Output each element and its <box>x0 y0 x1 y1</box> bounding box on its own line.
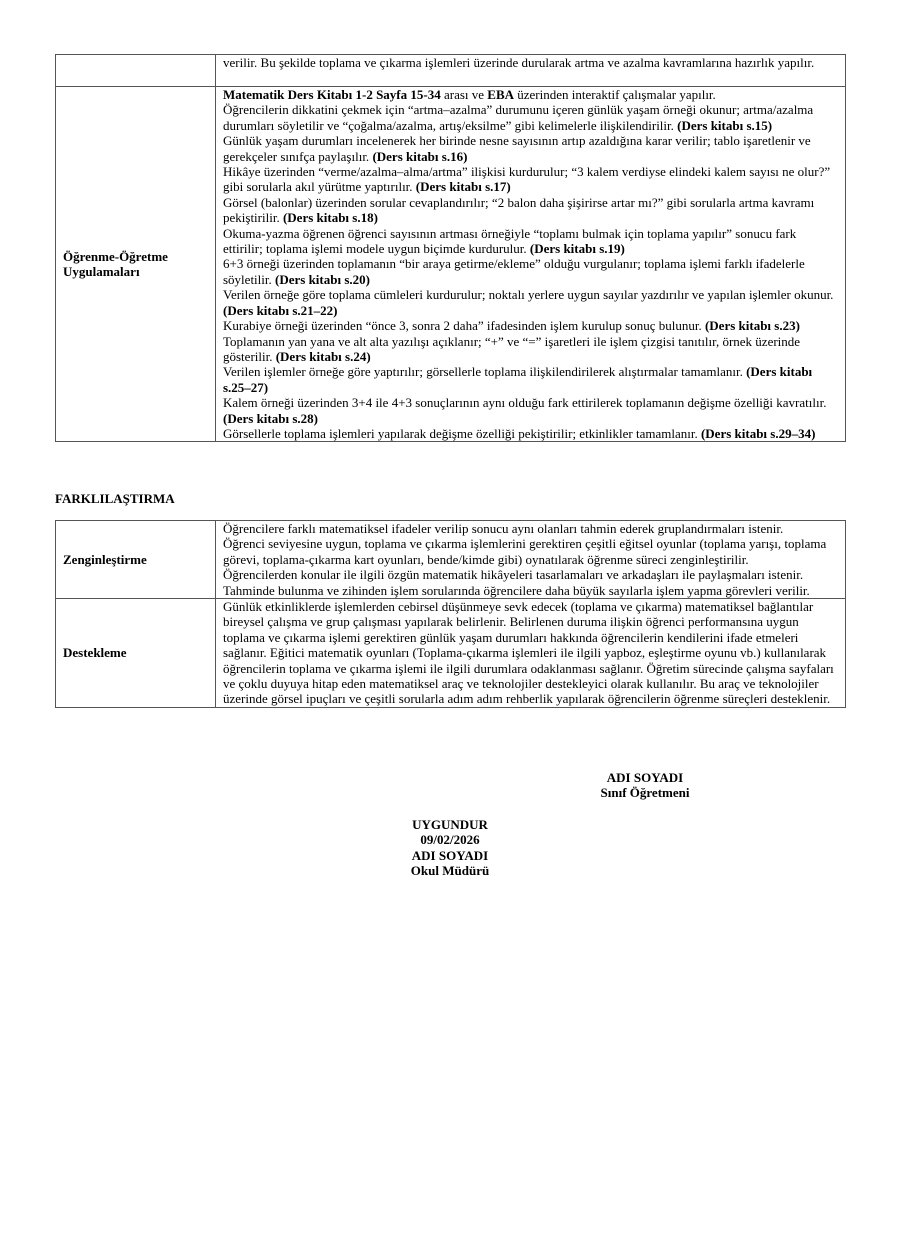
paragraph: Günlük etkinliklerde işlemlerden cebirsel düşünmeye sevk edecek (toplama ve çıkarma) matematiksel bağlantılar bireysel çalışma ve grup çalışması yapılarak belirlenir. Belirlenen duruma ilişkin öğrenci performansına uygun toplama ve çıkarma işlemi gerektiren günlük yaşam durumları hakkında öğrencilerin kendilerini ifade etmeleri sağlanır. Eğitici matematik oyunları (Toplama-çıkarma işlemleri ile ilgili yapboz, eşleştirme oyunu vb.) kullanılarak öğrencilerin toplama ve çıkarma işlemi ile ilgili durumlara odaklanması sağlanır. Öğretim sürecinde çalışma sayfaları ve çoklu duyuya hitap eden matematiksel araç ve teknolojiler destekleyici olarak kullanılır. Bu araç ve teknolojiler üzerinde görsel ipuçları ve çeşitli sorularla adım adım rehberlik yapılarak öğrencilerin öğrenme süreçleri desteklenir. <box>223 599 834 707</box>
paragraph-text: Okuma-yazma öğrenen öğrenci sayısının artması örneğiyle “toplamı bulmak için toplama yapılır” sonucu fark ettirilir; toplama işlemi modele uygun biçimde kurdurulur. <box>223 225 797 257</box>
teacher-name: ADI SOYADI <box>606 770 684 785</box>
principal-name: ADI SOYADI <box>411 847 489 863</box>
row-label: Destekleme <box>56 599 216 708</box>
table-row <box>56 599 846 708</box>
paragraph <box>223 133 839 164</box>
paragraph <box>223 195 839 226</box>
paragraph <box>223 287 839 318</box>
paragraph-text: Hikâye üzerinden “verme/azalma–alma/artma” ilişkisi kurdurulur; “3 kalem verdiyse elindeki kalem sayısı ne olur?” gibi sorularla akıl yürütme yaptırılır. <box>223 164 831 195</box>
intro-paragraph <box>223 87 839 102</box>
page-reference: (Ders kitabı s.24) <box>275 348 371 364</box>
row-label: Zenginleştirme <box>56 521 216 599</box>
approval-label: UYGUNDUR <box>412 817 488 832</box>
page-reference: (Ders kitabı s.23) <box>704 318 800 334</box>
section-title: FARKLILAŞTIRMA <box>55 491 175 506</box>
page-reference: (Ders kitabı s.21–22) <box>223 302 338 318</box>
paragraph: verilir. Bu şekilde toplama ve çıkarma işlemleri üzerinde durularak artma ve azalma kavramlarına hazırlık yapılır. <box>223 55 815 70</box>
textbook-reference: Matematik Ders Kitabı 1-2 Sayfa 15-34 <box>223 87 441 102</box>
row-content <box>216 87 846 442</box>
table-row <box>56 55 846 87</box>
paragraph <box>223 164 839 195</box>
row-content <box>216 55 846 87</box>
paragraph-text: Verilen işlemler örneğe göre yaptırılır; görsellerle toplama ilişkilendirilerek alıştırmalar tamamlanır. <box>223 364 747 380</box>
learning-activities-table <box>55 54 846 442</box>
paragraph-text: Toplamanın yan yana ve alt alta yazılışı açıklanır; “+” ve “=” işaretleri ile işlem çizgisi tanıtılır, örnek üzerinde gösterilir. <box>223 333 801 364</box>
row-content <box>216 599 846 708</box>
intro-text: üzerinden interaktif çalışmalar yapılır. <box>514 87 716 102</box>
intro-text: arası ve <box>440 87 488 102</box>
page-reference: (Ders kitabı s.15) <box>677 117 773 133</box>
paragraph <box>223 395 839 426</box>
row-content <box>216 521 846 599</box>
page-reference: (Ders kitabı s.29–34) <box>700 425 816 441</box>
paragraph-text: Kalem örneği üzerinden 3+4 ile 4+3 sonuçlarının aynı olduğu fark ettirilerek toplamanın değişme özelliği kavratılır. <box>223 395 827 411</box>
paragraph <box>223 256 839 287</box>
paragraph-text: Görsellerle toplama işlemleri yapılarak değişme özelliği pekiştirilir; etkinlikler tamamlanır. <box>223 425 701 441</box>
page-reference: (Ders kitabı s.18) <box>282 210 378 226</box>
teacher-signature <box>560 770 730 801</box>
teacher-title: Sınıf Öğretmeni <box>600 785 690 801</box>
paragraph <box>223 426 839 441</box>
paragraph: Öğrencilerden konular ile ilgili özgün matematik hikâyeleri tasarlamaları ve arkadaşları ile paylaşmaları istenir. <box>223 567 804 583</box>
eba-reference: EBA <box>487 87 515 102</box>
paragraph: Öğrencilere farklı matematiksel ifadeler verilip sonucu aynı olanları tahmin ederek gruplandırmaları istenir. <box>223 521 784 536</box>
principal-signature <box>365 817 535 879</box>
table-row <box>56 87 846 442</box>
page-reference: (Ders kitabı s.28) <box>223 410 318 426</box>
differentiation-table <box>55 520 846 708</box>
paragraph-text: Günlük yaşam durumları incelenerek her birinde nesne sayısının artıp azaldığına karar verilir; tablo işaretlenir ve gerekçeler sınıfça paylaşılır. <box>223 133 811 164</box>
approval-date: 09/02/2026 <box>420 832 480 848</box>
paragraph: Öğrenci seviyesine uygun, toplama ve çıkarma işlemlerini gerektiren çeşitli eğitsel oyunlar (toplama yarışı, toplama görevi, toplama-çıkarma kart oyunları, bende/kimde gibi) oynatılarak öğrenme süreci zenginleştirilir. <box>223 536 827 567</box>
paragraph-text: Öğrencilerin dikkatini çekmek için “artma–azalma” durumunu içeren günlük yaşam örneği okunur; artma/azalma durumları söyletilir ve “çoğalma/azalma, artış/eksilme” gibi kelimelerle ilişkilendirilir. <box>223 102 814 133</box>
paragraph <box>223 364 839 395</box>
paragraph-text: Görsel (balonlar) üzerinden sorular cevaplandırılır; “2 balon daha şişirirse artar mı?” gibi sorularla artma kavramı pekiştirilir. <box>223 194 815 226</box>
paragraph <box>223 226 839 257</box>
row-label <box>56 55 216 87</box>
paragraph-text: Kurabiye örneği üzerinden “önce 3, sonra 2 daha” ifadesinden işlem kurulup sonuç bulunur. <box>223 318 705 334</box>
page-reference: (Ders kitabı s.20) <box>275 271 370 287</box>
paragraph <box>223 318 839 333</box>
paragraph <box>223 334 839 365</box>
page-reference: (Ders kitabı s.25–27) <box>223 364 813 395</box>
page-reference: (Ders kitabı s.16) <box>372 148 468 164</box>
page-reference: (Ders kitabı s.17) <box>415 179 511 195</box>
paragraph-text: Verilen örneğe göre toplama cümleleri kurdurulur; noktalı yerlere uygun sayılar yazdırılır ve yapılan işlemler okunur. <box>223 287 834 303</box>
paragraph-text: 6+3 örneği üzerinden toplamanın “bir araya getirme/ekleme” olduğu vurgulanır; toplama işlemi farklı ifadelerle söyletilir. <box>223 256 805 287</box>
row-label: Öğrenme-Öğretme Uygulamaları <box>56 87 216 442</box>
paragraph <box>223 102 839 133</box>
paragraph: Tahminde bulunma ve zihinden işlem sorularında öğrencilere daha büyük sayılarla işlem yapma görevleri verilir. <box>223 582 810 598</box>
table-row <box>56 521 846 599</box>
principal-title: Okul Müdürü <box>410 863 490 879</box>
page-reference: (Ders kitabı s.19) <box>529 241 625 257</box>
